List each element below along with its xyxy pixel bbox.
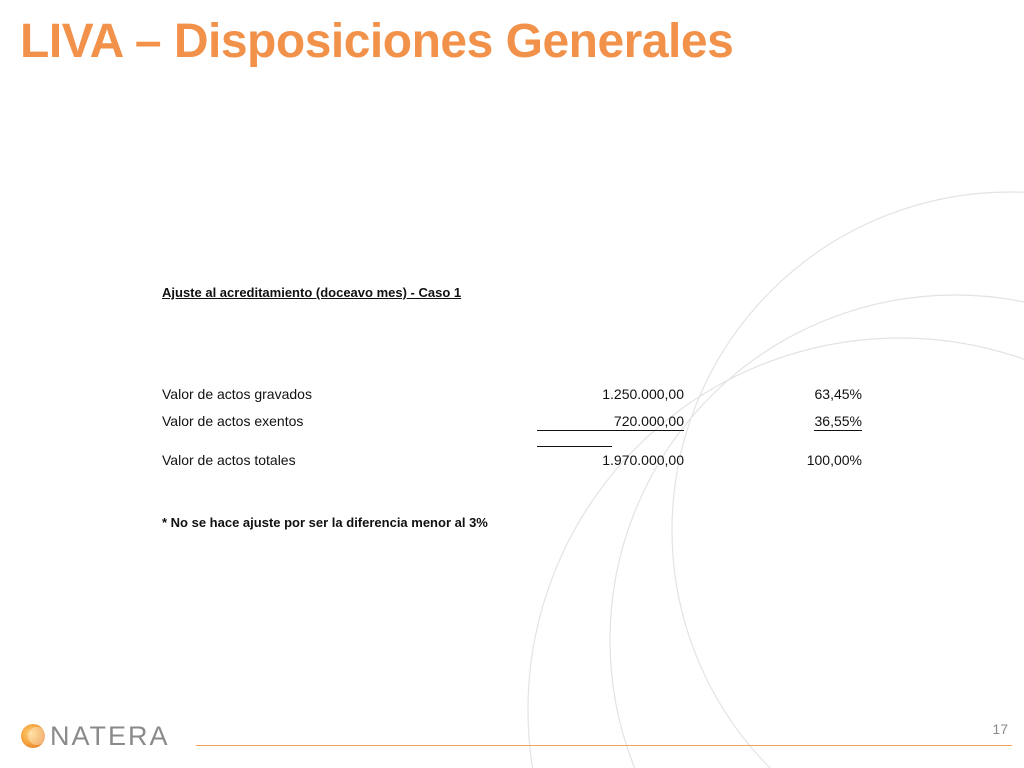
- row-label: Valor de actos totales: [162, 452, 296, 468]
- sun-logo-icon: [20, 723, 46, 749]
- row-percent: 63,45%: [814, 386, 862, 402]
- row-amount: 720.000,00: [613, 413, 684, 429]
- row-label: Valor de actos exentos: [162, 413, 304, 429]
- table-row-exentos: [162, 413, 862, 431]
- footer-divider: [196, 745, 1012, 746]
- slide-title: LIVA – Disposiciones Generales: [20, 15, 734, 68]
- row-amount: 1.970.000,00: [602, 452, 684, 468]
- logo-text: NATERA: [50, 720, 170, 751]
- table-row-totales: [162, 452, 862, 470]
- page-number: 17: [992, 721, 1008, 737]
- percent-underline: [814, 430, 862, 431]
- footnote: * No se hace ajuste por ser la diferencia menor al 3%: [162, 515, 488, 530]
- row-percent: 100,00%: [806, 452, 862, 468]
- natera-logo: [20, 718, 170, 754]
- row-amount: 1.250.000,00: [602, 386, 684, 402]
- row-label: Valor de actos gravados: [162, 386, 312, 402]
- sum-divider-line: [537, 446, 612, 447]
- table-row-gravados: [162, 386, 862, 404]
- row-percent: 36,55%: [814, 413, 862, 429]
- table-heading: Ajuste al acreditamiento (doceavo mes) - Caso 1: [162, 285, 462, 300]
- amount-underline: [537, 430, 684, 431]
